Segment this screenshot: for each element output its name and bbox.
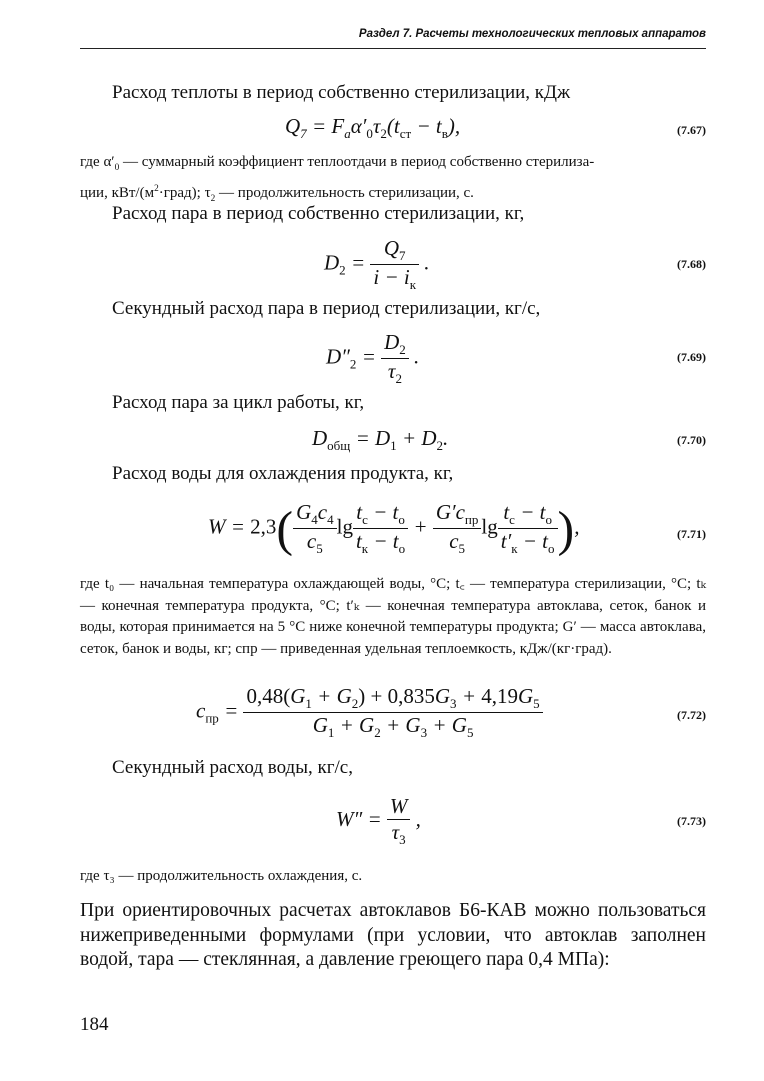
where-7-67: где $\alpha'_0$ — суммарный коэффициент теплоотдачи в период собственно стерилиза- ции, кВт/$(м^2\cdot град)$; $\tau_2$ — продолжительность стерилизации, с. xyxy=(80,154,595,204)
steam-cycle-text: Расход пара за цикл работы, кг, xyxy=(112,392,365,413)
heat-steril-text: Расход теплоты в период собственно стерилизации, кДж xyxy=(112,82,571,103)
eq-number-7-71: (7.71) xyxy=(677,527,706,541)
formula-7-67: $Q_7 = F_a\alpha'_0\tau_2(t_{ст} - t_в)$, xyxy=(285,114,461,142)
formula-7-73: W″ = $\frac{W}{\tau_3}$ , xyxy=(336,794,421,848)
formula-7-70: $D_{общ} = D_1 + D_2$. xyxy=(312,426,449,454)
eq-number-7-72: (7.72) xyxy=(677,708,706,722)
eq-number-7-68: (7.68) xyxy=(677,257,706,271)
page-number: 184 xyxy=(80,1014,109,1035)
steam-steril-text: Расход пара в период собственно стерилизации, кг, xyxy=(112,203,525,224)
where-7-71: где t₀ — начальная температура охлаждающей воды, °С; t꜀ — температура стерилизации, °С; tₖ — конечная температура продукта, °С; t′ₖ — конечная температура автоклава, сеток, банок и воды, которая принимается на 5 °С ниже конечной температуры продукта; G′ — масса автоклава, сеток, банок и воды, кг; cпр — приведенная удельная теплоемкость, кДж/(кг·град). xyxy=(80,576,706,657)
running-title: Раздел 7. Расчеты технологических тепловых аппаратов xyxy=(358,28,706,40)
running-header xyxy=(80,28,706,49)
eq-number-7-69: (7.69) xyxy=(677,350,706,364)
eq-number-7-73: (7.73) xyxy=(677,814,706,828)
formula-7-68: $D_2$ = $\frac{Q_7}{i - i_к}$ . xyxy=(324,236,430,293)
water-cool-text: Расход воды для охлаждения продукта, кг, xyxy=(112,463,454,484)
water-sec-text: Секундный расход воды, кг/с, xyxy=(112,757,353,778)
eq-number-7-70: (7.70) xyxy=(677,433,706,447)
where-7-73: где τ₃ — продолжительность охлаждения, с. xyxy=(80,868,363,884)
formula-7-71: W = 2,3( $\frac{G_4c_4}{c_5}$ lg $\frac{t_c - t_o}{t_к - t_o}$ + $\frac{G'c_{пр}}{c_5}$ lg $\frac{t_c - t_o}{t'_к - t_o}$ ), xyxy=(208,500,580,557)
eq-number-7-67: (7.67) xyxy=(677,123,706,137)
formula-7-69: $D''_2$ = $\frac{D_2}{\tau_2}$ . xyxy=(326,330,420,387)
final-paragraph: При ориентировочных расчетах автоклавов Б6-КАВ можно пользоваться нижеприведенными формулами (при условии, что автоклав заполнен водой, тара — стеклянная, а давление греющего пара 0,4 МПа): xyxy=(80,900,706,970)
steam-sec-text: Секундный расход пара в период стерилизации, кг/с, xyxy=(112,298,541,319)
formula-7-72: $c_{пр}$ = $\frac{0,48(G_1 + G_2) + 0,835G_3 + 4,19G_5}{G_1 + G_2 + G_3 + G_5}$ xyxy=(196,684,543,741)
